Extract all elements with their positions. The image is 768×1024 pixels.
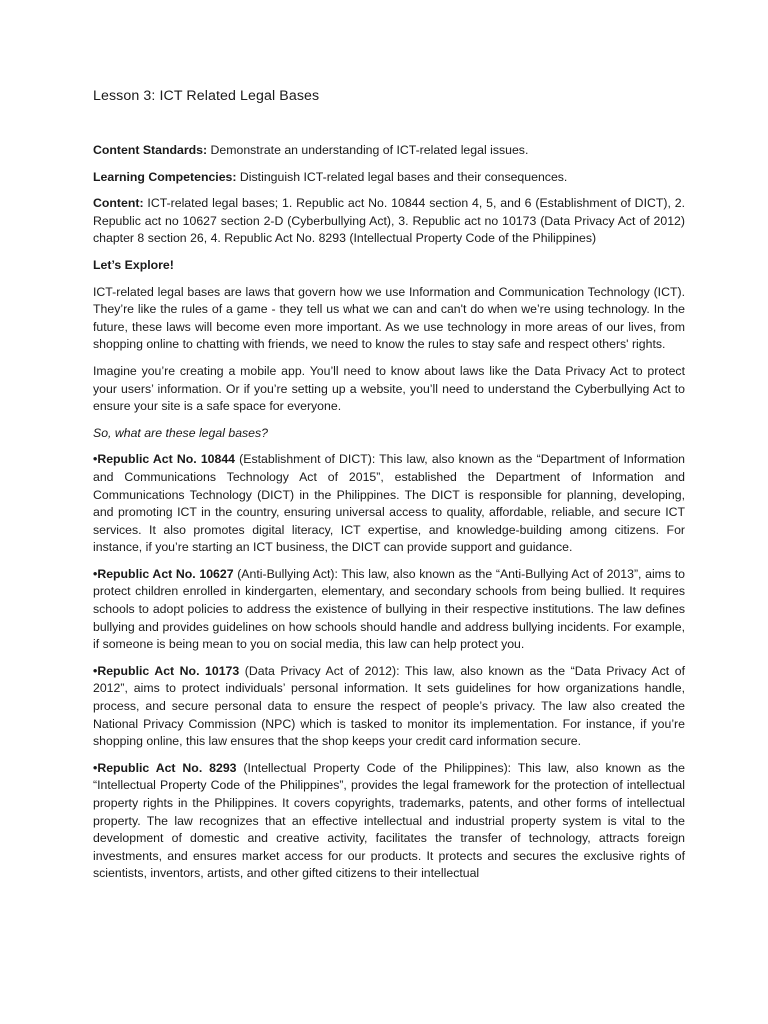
learning-competencies — [93, 169, 685, 187]
law-description: (Intellectual Property Code of the Philippines): This law, also known as the “Intellectual Property Code of the Philippines”, provides the legal framework for the protection of intellectual property rights in the Philippines. It covers copyrights, trademarks, patents, and other forms of intellectual property. The law recognizes that an effective intellectual and industrial property system is vital to the development of domestic and creative activity, facilitates the transfer of technology, attracts foreign investments, and ensures market access for our products. It protects and secures the exclusive rights of scientists, inventors, artists, and other gifted citizens to their intellectual — [93, 760, 685, 881]
bullet-icon: • — [93, 566, 98, 581]
content-standards-label: Content Standards: — [93, 143, 208, 157]
bullet-icon: • — [93, 760, 98, 775]
legal-bases-question: So, what are these legal bases? — [93, 425, 269, 440]
content-standards-text: Demonstrate an understanding of ICT-related legal issues. — [210, 143, 529, 157]
lets-explore-heading — [93, 257, 685, 275]
law-name: Republic Act No. 10173 — [97, 663, 240, 678]
lets-explore-heading-text: Let’s Explore! — [93, 257, 174, 272]
content-text: ICT-related legal bases; 1. Republic act No. 10844 section 4, 5, and 6 (Establishment of DICT), 2. Republic act no 10627 section 2-D (Cyberbullying Act), 3. Republic act no 10173 (Data Privacy Act of 2012) chapter 8 section 26, 4. Republic Act No. 8293 (Intellectual Property Code of the Philippines) — [93, 196, 686, 246]
law-item — [93, 760, 685, 883]
law-description: (Data Privacy Act of 2012): This law, also known as the “Data Privacy Act of 2012”, aims to protect individuals’ personal information. It sets guidelines for how organizations handle, process, and secure personal data to ensure the respect of people’s privacy. The law also created the National Privacy Commission (NPC) which is tasked to monitor its implementation. For instance, if you’re shopping online, this law ensures that the shop keeps your credit card information secure. — [93, 663, 685, 749]
content-label: Content: — [93, 196, 144, 211]
explore-paragraph-1: ICT-related legal bases are laws that govern how we use Information and Communication Technology (ICT). They’re like the rules of a game - they tell us what we can and can't do when we’re using technology. In the future, these laws will become even more important. As we use technology in more areas of our lives, from shopping online to chatting with friends, we need to know the rules to stay safe and respect others' rights. — [93, 284, 685, 352]
learning-competencies-text: Distinguish ICT-related legal bases and their consequences. — [239, 169, 568, 184]
law-item — [93, 663, 685, 751]
content-section — [93, 195, 685, 248]
explore-paragraph-2: Imagine you’re creating a mobile app. You’ll need to know about laws like the Data Privacy Act to protect your users’ information. Or if you’re setting up a website, you’ll need to understand the Cyberbullying Act to ensure your site is a safe space for everyone. — [93, 363, 685, 414]
learning-competencies-label: Learning Competencies: — [93, 169, 237, 184]
law-name: Republic Act No. 10844 — [97, 452, 236, 467]
bullet-icon: • — [93, 663, 98, 678]
content-standards — [93, 142, 685, 160]
law-description: (Anti-Bullying Act): This law, also known as the “Anti-Bullying Act of 2013”, aims to protect children enrolled in kindergarten, elementary, and secondary schools from being bullied. It requires schools to adopt policies to address the existence of bullying in their respective institutions. The law defines bullying and provides guidelines on how schools should handle and address bullying incidents. For example, if someone is being mean to you on social media, this law can help protect you. — [93, 566, 685, 652]
lesson-title: Lesson 3: ICT Related Legal Bases — [93, 88, 320, 104]
law-item — [93, 451, 685, 557]
law-description: (Establishment of DICT): This law, also known as the “Department of Information and Communications Technology Act of 2015”, established the Department of Information and Communications Technology (DICT) in the Philippines. The DICT is responsible for planning, developing, and promoting ICT in the country, ensuring universal access to quality, affordable, reliable, and secure ICT services. It also promotes digital literacy, ICT expertise, and knowledge-building among citizens. For instance, if you’re starting an ICT business, the DICT can provide support and guidance. — [93, 452, 685, 555]
law-name: Republic Act No. 10627 — [97, 566, 234, 581]
law-name: Republic Act No. 8293 — [97, 760, 237, 775]
law-item — [93, 566, 685, 654]
bullet-icon: • — [93, 452, 98, 467]
